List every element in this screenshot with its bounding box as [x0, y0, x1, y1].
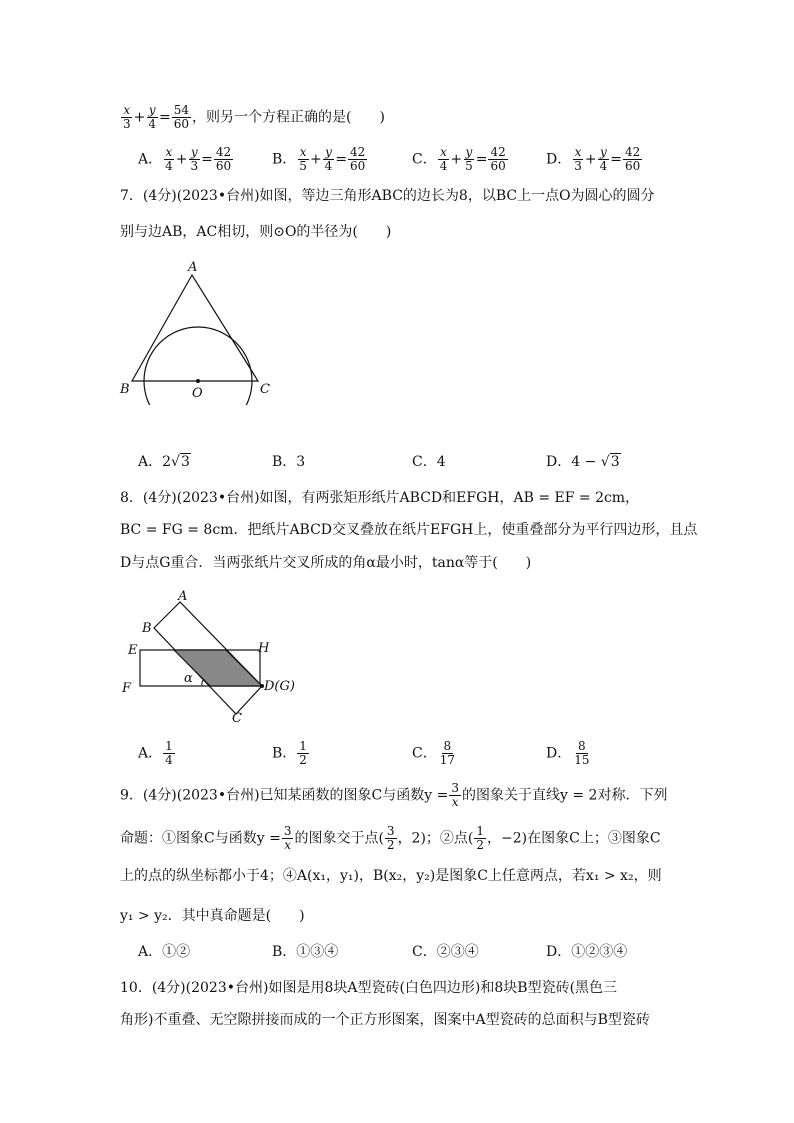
q6-option-c: C． $\frac{x}{4}$ + $\frac{y}{5}$ = $\frac{42}{60}$ — [412, 145, 506, 173]
label-a: A — [188, 260, 198, 275]
q9-option-c: C．②③④ — [412, 944, 479, 960]
center-point-o — [196, 379, 200, 383]
q9-option-a: A．①② — [138, 944, 191, 960]
q7-option-a: A．2√3 — [138, 454, 190, 470]
q8-figure — [118, 588, 308, 728]
q8-stem-line1: 8．(4分)(2023•台州)如图，有两张矩形纸片ABCD和EFGH，AB = EF = 2cm， — [120, 490, 640, 506]
q7-option-c: C．4 — [412, 454, 446, 470]
label-alpha: α — [184, 671, 193, 686]
q9-stem-line1: 9．(4分)(2023•台州)已知某函数的图象C与函数y = $\frac{3}{x}$ 的图象关于直线y = 2对称．下列 — [120, 781, 668, 809]
q8-stem-line3: D与点G重合．当两张纸片交叉所成的角α最小时，tanα等于( ) — [120, 555, 532, 571]
q6-option-d: D． $\frac{x}{3}$ + $\frac{y}{4}$ = $\frac{42}{60}$ — [546, 145, 641, 173]
q7-option-b: B．3 — [272, 454, 306, 470]
triangle-abc — [132, 275, 258, 381]
q6-option-b: B． $\frac{x}{5}$ + $\frac{y}{4}$ = $\frac{42}{60}$ — [272, 145, 366, 173]
q6-stem: $\frac{x}{3}$ + $\frac{y}{4}$ = $\frac{54}{60}$ ，则另一个方程正确的是( ) — [123, 103, 385, 131]
label-b: B — [120, 382, 130, 397]
label-dg: D(G) — [264, 679, 295, 694]
q9-option-d: D．①②③④ — [546, 944, 628, 960]
q8-option-b: B． $\frac{1}{2}$ — [272, 739, 307, 767]
q8-stem-line2: BC = FG = 8cm．把纸片ABCD交叉叠放在纸片EFGH上，使重叠部分为平行四边形，且点 — [120, 522, 698, 538]
q10-stem-line2: 角形)不重叠、无空隙拼接而成的一个正方形图案，图案中A型瓷砖的总面积与B型瓷砖 — [120, 1012, 650, 1028]
q9-stem-line4: y₁ > y₂．其中真命题是( ) — [120, 908, 305, 924]
label-h: H — [258, 641, 270, 656]
q9-stem-line3: 上的点的纵坐标都小于4；④A(x₁，y₁)，B(x₂，y₂)是图象C上任意两点，若x₁ > x₂，则 — [120, 868, 662, 884]
label-f: F — [122, 681, 132, 696]
q8-option-d: D． $\frac{8}{15}$ — [546, 739, 590, 767]
label-a: A — [178, 589, 188, 604]
q7-option-d: D．4 − √3 — [546, 454, 620, 470]
angle-alpha-arc — [202, 679, 204, 686]
fraction: $\frac{x}{3}$ — [123, 103, 131, 131]
q6-option-a: A． $\frac{x}{4}$ + $\frac{y}{3}$ = $\frac{42}{60}$ — [138, 145, 232, 173]
q9-option-b: B．①③④ — [272, 944, 339, 960]
label-o: O — [192, 386, 203, 401]
label-e: E — [128, 643, 138, 658]
label-b: B — [142, 621, 152, 636]
fraction: $\frac{y}{4}$ — [148, 103, 157, 131]
q7-stem-line2: 别与边AB，AC相切，则⊙O的半径为( ) — [120, 224, 392, 240]
label-c: C — [232, 711, 242, 726]
q8-option-a: A． $\frac{1}{4}$ — [138, 739, 173, 767]
q7-figure — [110, 255, 280, 405]
fraction: $\frac{54}{60}$ — [173, 103, 190, 131]
label-c: C — [260, 382, 270, 397]
q8-option-c: C． $\frac{8}{17}$ — [412, 739, 455, 767]
q10-stem-line1: 10．(4分)(2023•台州)如图是用8块A型瓷砖(白色四边形)和8块B型瓷砖(黑色三 — [120, 980, 618, 996]
q9-stem-line2: 命题：①图象C与函数y = $\frac{3}{x}$ 的图象交于点( $\frac{3}{2}$ ，2)；②点( $\frac{1}{2}$ ，−2)在图象C上；③图象C — [120, 824, 661, 852]
q7-stem-line1: 7．(4分)(2023•台州)如图，等边三角形ABC的边长为8，以BC上一点O为圆心的圆分 — [120, 188, 655, 204]
